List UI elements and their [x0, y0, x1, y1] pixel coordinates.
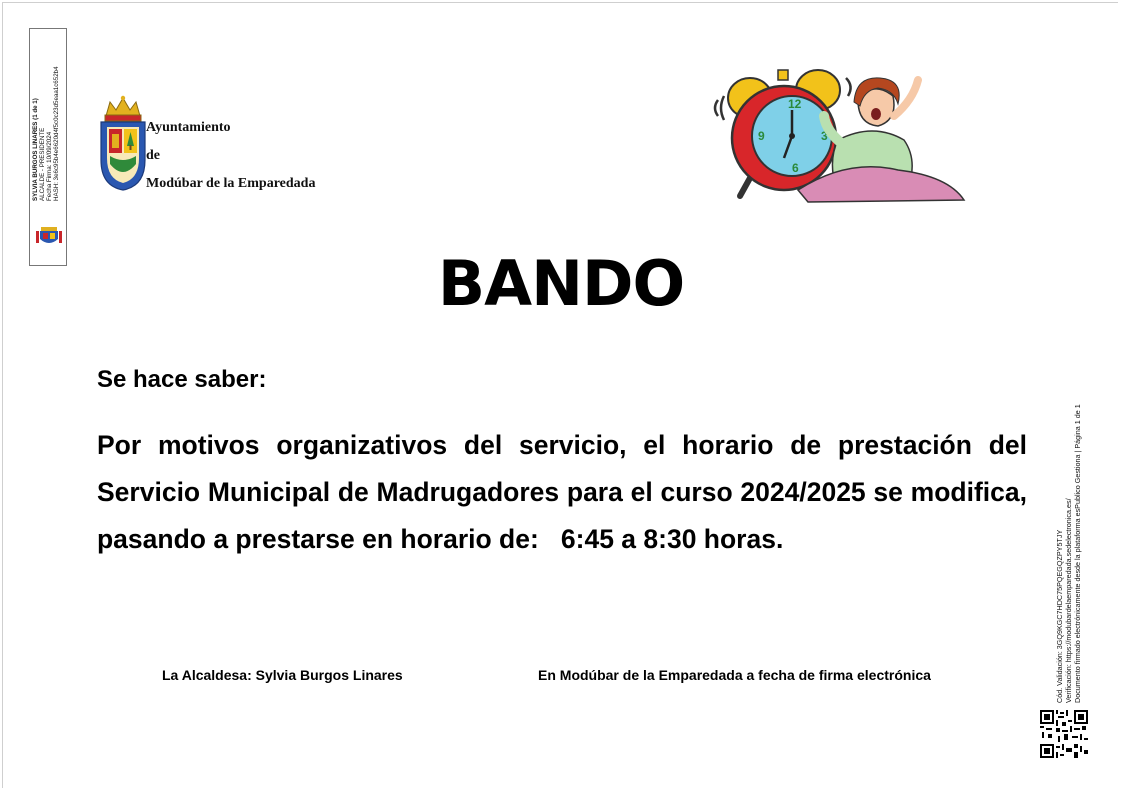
alarm-clock-illustration	[708, 60, 968, 210]
place-date-line: En Modúbar de la Emparedada a fecha de firma electrónica	[538, 667, 931, 683]
signature-stamp	[29, 28, 67, 266]
signature-stamp-text	[32, 28, 67, 201]
svg-text:6: 6	[792, 161, 799, 175]
schedule-hours: 6:45 a 8:30 horas.	[560, 524, 784, 554]
mayor-signature-line: La Alcaldesa: Sylvia Burgos Linares	[162, 667, 403, 683]
municipality-logo	[96, 94, 336, 204]
logo-line-de: de	[146, 148, 160, 163]
coat-of-arms-icon	[96, 94, 150, 194]
logo-text	[146, 114, 315, 198]
signature-role: ALCALDE - PRESIDENTE	[39, 127, 46, 201]
municipal-seal-icon	[35, 225, 63, 247]
validation-url: Verificación: https://modubardelaemparedada.sedelectronica.es/	[1064, 498, 1073, 703]
document-title: BANDO	[437, 247, 685, 320]
signature-signer: SYLVIA BURGOS LINARES (1 de 1)	[32, 98, 39, 201]
intro-text: Se hace saber:	[97, 366, 267, 393]
signature-date: Fecha Firma: 10/09/2024	[46, 131, 53, 201]
qr-code-icon	[1040, 710, 1088, 758]
validation-text	[1055, 368, 1095, 703]
announcement-text: Por motivos organizativos del servicio, el horario de prestación del Servicio Municipal de Madrugadores para el curso 2024/2025 se modifica, pasando a prestarse en horario de:	[97, 430, 1027, 554]
announcement-body	[97, 422, 1027, 563]
logo-line-ayuntamiento: Ayuntamiento	[146, 120, 231, 135]
validation-block	[1052, 370, 1092, 705]
svg-text:9: 9	[758, 129, 765, 143]
signature-hash: HASH: 3e6c95b4e6620d4f5c0c23d5eaa1c652b4	[53, 66, 60, 201]
svg-text:12: 12	[788, 97, 802, 111]
logo-line-municipality: Modúbar de la Emparedada	[146, 176, 316, 191]
validation-platform: Documento firmado electrónicamente desde la plataforma esPublico Gestiona | Página 1 de 1	[1073, 404, 1082, 703]
validation-code: Cód. Validación: 3GQ9KGC7HDC75PQEGQZPY5TJY	[1055, 529, 1064, 703]
svg-text:3: 3	[821, 129, 828, 143]
